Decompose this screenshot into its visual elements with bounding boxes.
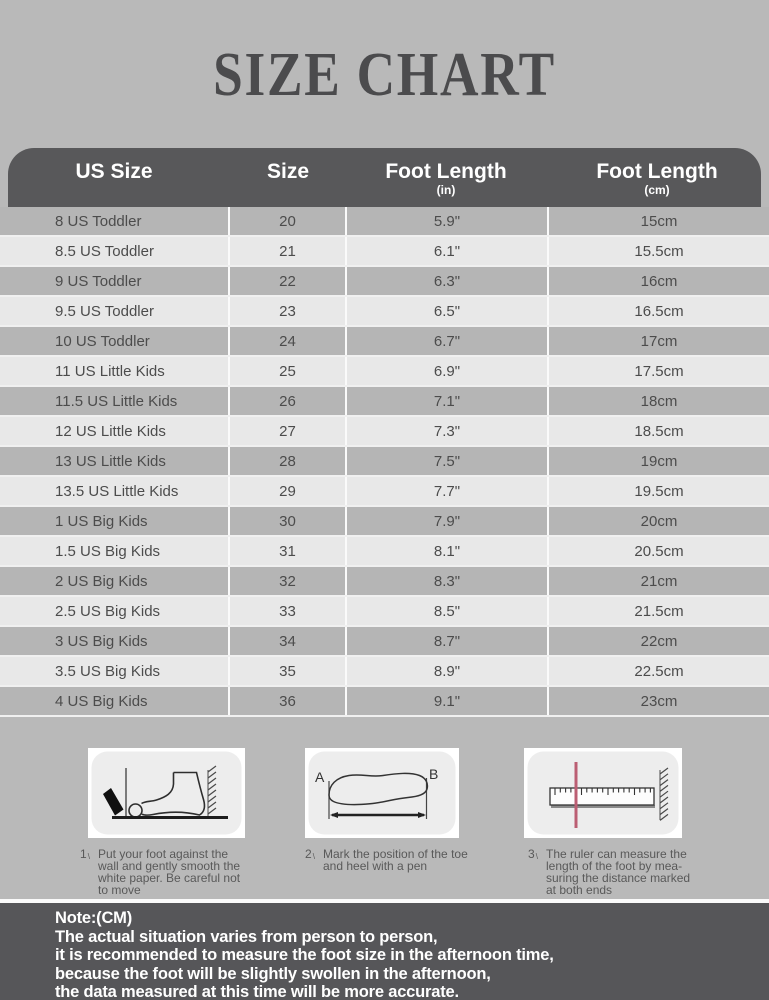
table-cell: 21 xyxy=(228,237,345,265)
table-cell: 13.5 US Little Kids xyxy=(55,482,179,500)
table-row xyxy=(0,207,769,237)
footprint-toe-heel-marks-icon xyxy=(305,748,459,838)
enumeration-comma: \ xyxy=(535,852,538,861)
table-cell: 20 xyxy=(228,207,345,235)
table-cell: 6.1" xyxy=(345,237,547,265)
enumeration-comma: \ xyxy=(87,852,90,861)
figure-step-2 xyxy=(305,748,468,873)
table-row xyxy=(0,327,769,357)
table-cell: 7.3" xyxy=(345,417,547,445)
caption-line: Mark the position of the toe xyxy=(323,847,468,861)
foot-against-wall-icon xyxy=(88,748,245,838)
table-cell: 8.7" xyxy=(345,627,547,655)
table-cell: 7.9" xyxy=(345,507,547,535)
table-cell: 31 xyxy=(228,537,345,565)
caption-1-text xyxy=(98,848,240,896)
table-row xyxy=(0,597,769,627)
table-cell: 22 xyxy=(228,267,345,295)
caption-line: The ruler can measure the xyxy=(546,847,687,861)
table-body xyxy=(0,207,769,717)
table-cell: 19.5cm xyxy=(547,477,769,505)
table-row xyxy=(0,297,769,327)
table-cell: 27 xyxy=(228,417,345,445)
caption-2-number: 2\ xyxy=(305,847,315,861)
table-cell: 8.9" xyxy=(345,657,547,685)
table-cell: 8.3" xyxy=(345,567,547,595)
table-cell: 29 xyxy=(228,477,345,505)
table-cell: 5.9" xyxy=(345,207,547,235)
note-line: because the foot will be slightly swollen in the afternoon, xyxy=(55,964,491,983)
table-cell: 20cm xyxy=(547,507,769,535)
point-a-label: A xyxy=(315,769,325,785)
table-cell: 6.9" xyxy=(345,357,547,385)
caption-line: length of the foot by mea- xyxy=(546,859,683,873)
table-row xyxy=(0,417,769,447)
table-cell: 9.1" xyxy=(345,687,547,715)
header-label: Foot Length xyxy=(385,160,507,183)
table-row xyxy=(0,627,769,657)
point-b-label: B xyxy=(429,766,439,782)
header-cell-us-size xyxy=(75,161,152,183)
table-cell: 7.1" xyxy=(345,387,547,415)
caption-line: to move xyxy=(98,883,141,897)
table-cell: 17.5cm xyxy=(547,357,769,385)
note-section xyxy=(0,903,769,1000)
caption-2-text xyxy=(323,848,468,872)
table-row xyxy=(0,447,769,477)
table-cell: 23 xyxy=(228,297,345,325)
table-cell: 11 US Little Kids xyxy=(55,362,165,380)
table-cell: 2 US Big Kids xyxy=(55,572,148,590)
table-row xyxy=(0,357,769,387)
table-cell: 1.5 US Big Kids xyxy=(55,542,161,560)
table-cell: 9 US Toddler xyxy=(55,272,142,290)
table-header xyxy=(8,148,761,207)
table-cell: 8.5" xyxy=(345,597,547,625)
table-cell: 2.5 US Big Kids xyxy=(55,602,161,620)
caption-line: suring the distance marked xyxy=(546,871,691,885)
table-cell: 30 xyxy=(228,507,345,535)
table-cell: 33 xyxy=(228,597,345,625)
caption-3-text xyxy=(546,848,690,896)
table-cell: 26 xyxy=(228,387,345,415)
caption-line: wall and gently smooth the xyxy=(98,859,241,873)
table-cell: 34 xyxy=(228,627,345,655)
note-heading: Note:(CM) xyxy=(55,909,133,927)
table-cell: 21.5cm xyxy=(547,597,769,625)
table-row xyxy=(0,567,769,597)
header-label: Foot Length xyxy=(596,160,718,183)
table-cell: 13 US Little Kids xyxy=(55,452,166,470)
note-line: The actual situation varies from person to person, xyxy=(55,927,438,946)
table-cell: 15.5cm xyxy=(547,237,769,265)
header-sublabel: (in) xyxy=(436,183,456,197)
table-cell: 22cm xyxy=(547,627,769,655)
table-cell: 23cm xyxy=(547,687,769,715)
header-label: US Size xyxy=(75,160,153,183)
table-row xyxy=(0,537,769,567)
table-cell: 7.7" xyxy=(345,477,547,505)
table-cell: 24 xyxy=(228,327,345,355)
table-row xyxy=(0,687,769,717)
table-cell: 9.5 US Toddler xyxy=(55,302,154,320)
caption-step-1 xyxy=(80,848,245,896)
table-cell: 36 xyxy=(228,687,345,715)
table-cell: 8 US Toddler xyxy=(55,212,142,230)
table-cell: 7.5" xyxy=(345,447,547,475)
table-cell: 8.1" xyxy=(345,537,547,565)
figure-step-3 xyxy=(524,748,691,897)
table-cell: 3.5 US Big Kids xyxy=(55,662,161,680)
table-cell: 18cm xyxy=(547,387,769,415)
figure-1-box xyxy=(88,748,245,838)
header-cell-size xyxy=(267,161,309,183)
enumeration-comma: \ xyxy=(312,852,315,861)
table-row xyxy=(0,657,769,687)
table-cell: 6.5" xyxy=(345,297,547,325)
table-cell: 11.5 US Little Kids xyxy=(55,392,178,410)
table-cell: 3 US Big Kids xyxy=(55,632,148,650)
table-row xyxy=(0,267,769,297)
figure-step-1 xyxy=(80,748,245,897)
figure-3-box xyxy=(524,748,682,838)
table-cell: 32 xyxy=(228,567,345,595)
table-row xyxy=(0,237,769,267)
table-cell: 10 US Toddler xyxy=(55,332,150,350)
table-cell: 16.5cm xyxy=(547,297,769,325)
page-title: SIZE CHART xyxy=(213,41,556,109)
ruler-measure-icon xyxy=(524,748,682,838)
note-line: it is recommended to measure the foot size in the afternoon time, xyxy=(55,946,554,965)
caption-line: white paper. Be careful not xyxy=(98,871,241,885)
table-cell: 8.5 US Toddler xyxy=(55,242,154,260)
header-cell-foot-length-in xyxy=(385,161,506,197)
figure-2-box xyxy=(305,748,459,838)
header-cell-foot-length-cm xyxy=(596,161,717,197)
table-cell: 25 xyxy=(228,357,345,385)
header-sublabel: (cm) xyxy=(644,183,670,197)
note-line: the data measured at this time will be more accurate. xyxy=(55,983,459,1000)
table-cell: 4 US Big Kids xyxy=(55,692,148,710)
table-cell: 12 US Little Kids xyxy=(55,422,166,440)
caption-step-2 xyxy=(305,847,468,873)
table-cell: 6.3" xyxy=(345,267,547,295)
caption-step-3 xyxy=(528,847,691,897)
header-label: Size xyxy=(266,160,310,183)
table-cell: 20.5cm xyxy=(547,537,769,565)
caption-1-number: 1\ xyxy=(80,847,90,861)
table-cell: 17cm xyxy=(547,327,769,355)
table-row xyxy=(0,387,769,417)
caption-3-number: 3\ xyxy=(528,847,538,861)
table-cell: 15cm xyxy=(547,207,769,235)
table-row xyxy=(0,477,769,507)
table-cell: 21cm xyxy=(547,567,769,595)
table-cell: 22.5cm xyxy=(547,657,769,685)
table-cell: 16cm xyxy=(547,267,769,295)
caption-line: Put your foot against the xyxy=(98,847,229,861)
table-cell: 6.7" xyxy=(345,327,547,355)
table-cell: 19cm xyxy=(547,447,769,475)
table-cell: 35 xyxy=(228,657,345,685)
table-row xyxy=(0,507,769,537)
caption-line: and heel with a pen xyxy=(323,859,428,873)
table-cell: 1 US Big Kids xyxy=(55,512,148,530)
caption-line: at both ends xyxy=(546,883,613,897)
table-cell: 28 xyxy=(228,447,345,475)
table-cell: 18.5cm xyxy=(547,417,769,445)
